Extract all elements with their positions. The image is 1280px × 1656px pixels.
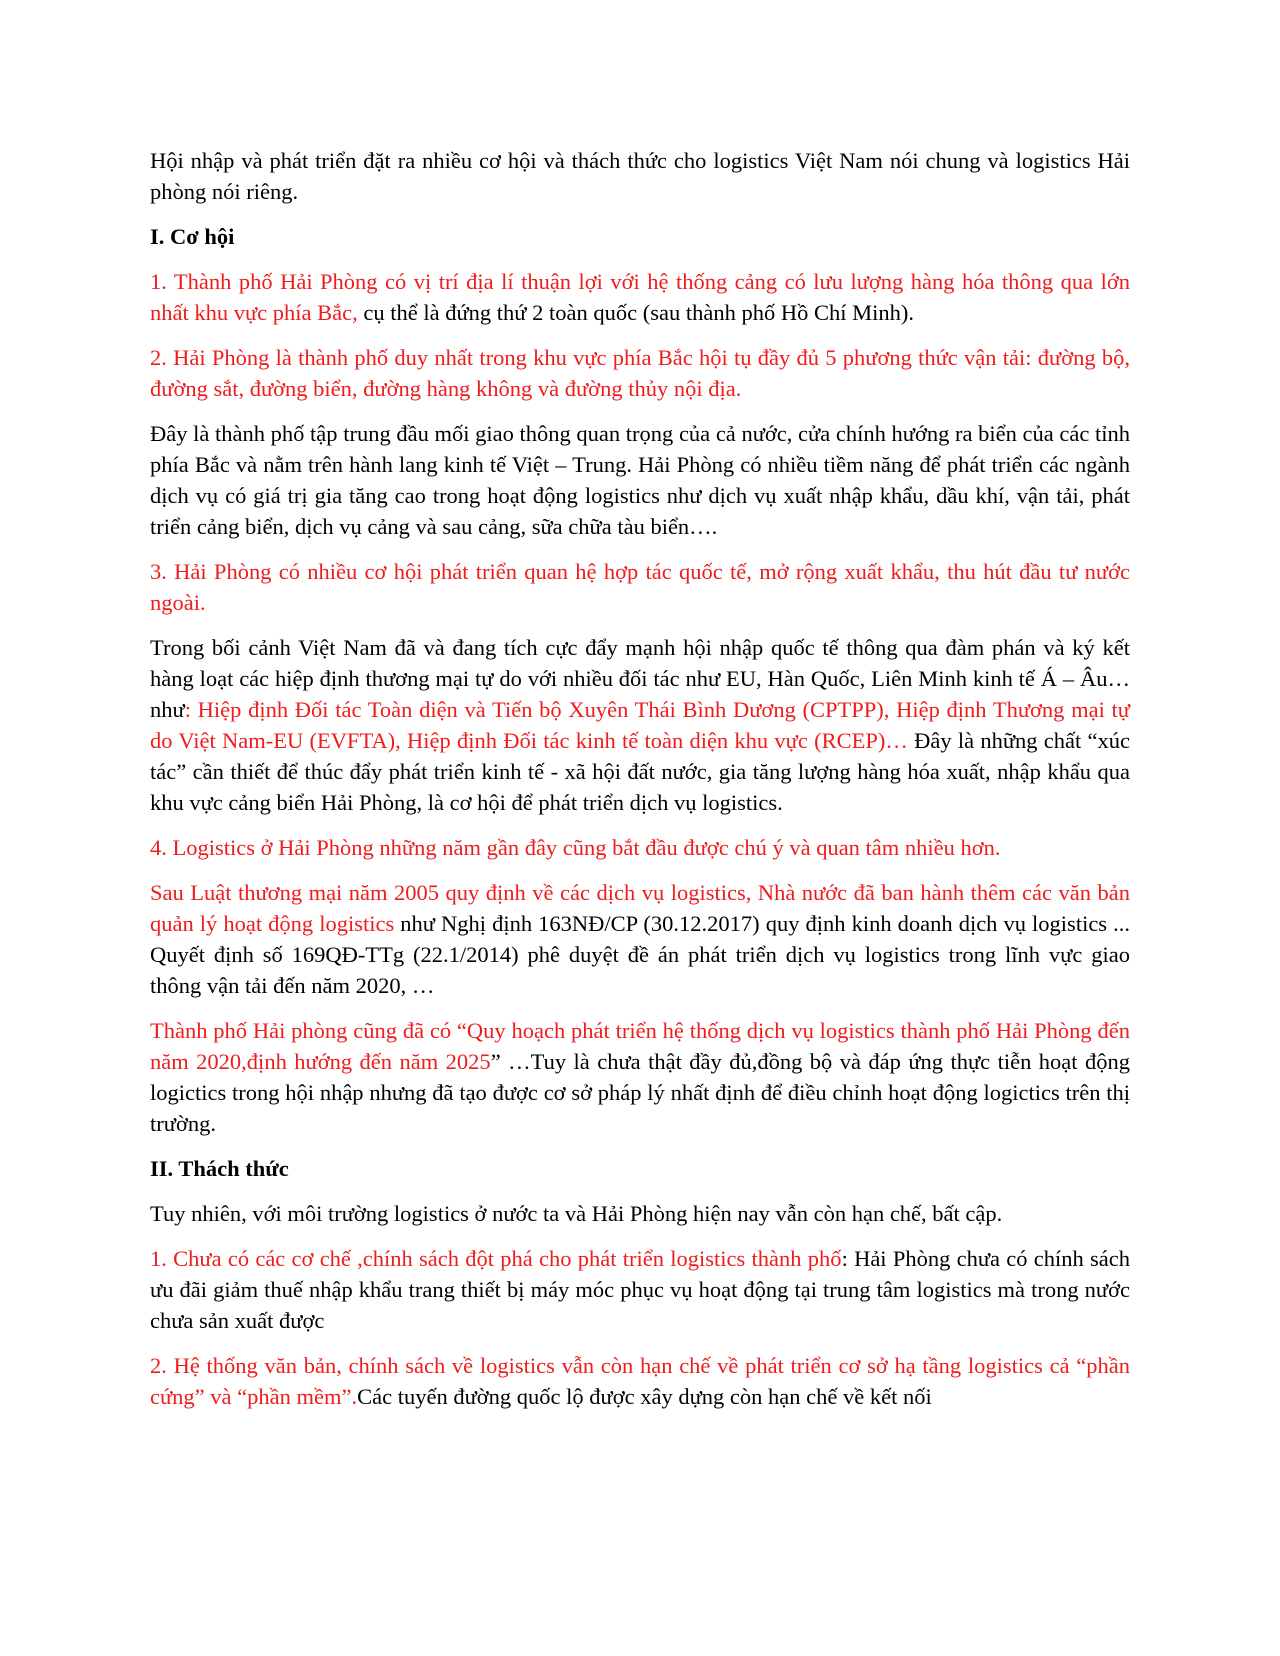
- opportunity-3-detail-paragraph: [150, 632, 1130, 818]
- opportunity-4-paragraph: [150, 832, 1130, 863]
- city-plan-paragraph: [150, 1015, 1130, 1139]
- challenge-1-title: 1. Chưa có các cơ chế ,chính sách đột phá cho phát triển logistics thành phố: [150, 1246, 842, 1271]
- legal-framework-paragraph: [150, 877, 1130, 1001]
- opportunity-1-title: 1. Thành phố Hải Phòng có vị trí địa lí thuận lợi với hệ thống cảng có lưu lượng hàng hóa thông qua lớn nhất khu vực phía Bắc,: [150, 269, 1130, 325]
- section-heading-opportunities: I. Cơ hội: [150, 224, 235, 249]
- section-heading-challenges: II. Thách thức: [150, 1156, 289, 1181]
- challenges-intro-paragraph: Tuy nhiên, với môi trường logistics ở nước ta và Hải Phòng hiện nay vẫn còn hạn chế, bất cập.: [150, 1201, 1003, 1226]
- intro-paragraph: Hội nhập và phát triển đặt ra nhiều cơ hội và thách thức cho logistics Việt Nam nói chung và logistics Hải phòng nói riêng.: [150, 148, 1130, 204]
- challenge-1-paragraph: [150, 1243, 1130, 1336]
- opportunity-2-title: 2. Hải Phòng là thành phố duy nhất trong khu vực phía Bắc hội tụ đầy đủ 5 phương thức vận tải: đường bộ, đường sắt, đường biển, đường hàng không và đường thủy nội địa.: [150, 345, 1130, 401]
- challenge-2-detail: Các tuyến đường quốc lộ được xây dựng còn hạn chế về kết nối: [357, 1384, 932, 1409]
- opportunity-4-title: 4. Logistics ở Hải Phòng những năm gần đây cũng bắt đầu được chú ý và quan tâm nhiều hơn.: [150, 835, 1001, 860]
- opportunity-2-paragraph: [150, 342, 1130, 404]
- opportunity-1-paragraph: [150, 266, 1130, 328]
- opportunity-3-paragraph: [150, 556, 1130, 618]
- trade-agreements-intro: Trong bối cảnh Việt Nam đã và đang tích cực đẩy mạnh hội nhập quốc tế thông qua đàm phán và ký kết hàng loạt các hiệp định thương mại tự do với nhiều đối tác như EU, Hàn Quốc, Liên Minh kinh tế Á – Âu… như: [150, 635, 1130, 722]
- opportunity-1-detail: cụ thể là đứng thứ 2 toàn quốc (sau thành phố Hồ Chí Minh).: [357, 300, 914, 325]
- challenge-2-title: 2. Hệ thống văn bản, chính sách về logistics vẫn còn hạn chế về phát triển cơ sở hạ tầng logistics cả “phần cứng” và “phần mềm”.: [150, 1353, 1130, 1409]
- trade-agreements-conclusion: Đây là những chất “xúc tác” cần thiết để thúc đẩy phát triển kinh tế - xã hội đất nước, gia tăng lượng hàng hóa xuất, nhập khẩu qua khu vực cảng biển Hải Phòng, là cơ hội để phát triển dịch vụ logistics.: [150, 728, 1130, 815]
- city-plan-highlight: Thành phố Hải phòng cũng đã có “Quy hoạch phát triển hệ thống dịch vụ logistics thành phố Hải Phòng đến năm 2020,định hướng đến năm 2025: [150, 1018, 1130, 1074]
- document-page: [150, 145, 1130, 1426]
- trade-agreements-list: : Hiệp định Đối tác Toàn diện và Tiến bộ Xuyên Thái Bình Dương (CPTPP), Hiệp định Thương mại tự do Việt Nam-EU (EVFTA), Hiệp định Đối tác kinh tế toàn diện khu vực (RCEP)…: [150, 697, 1130, 753]
- challenge-1-detail: : Hải Phòng chưa có chính sách ưu đãi giảm thuế nhập khẩu trang thiết bị máy móc phục vụ hoạt động tại trung tâm logistics mà trong nước chưa sản xuất được: [150, 1246, 1130, 1333]
- city-plan-detail: ” …Tuy là chưa thật đầy đủ,đồng bộ và đáp ứng thực tiễn hoạt động logictics trong hội nhập nhưng đã tạo được cơ sở pháp lý nhất định để điều chỉnh hoạt động logictics trên thị trường.: [150, 1049, 1130, 1136]
- challenge-2-paragraph: [150, 1350, 1130, 1412]
- opportunity-3-title: 3. Hải Phòng có nhiều cơ hội phát triển quan hệ hợp tác quốc tế, mở rộng xuất khẩu, thu hút đầu tư nước ngoài.: [150, 559, 1130, 615]
- legal-framework-detail: như Nghị định 163NĐ/CP (30.12.2017) quy định kinh doanh dịch vụ logistics ... Quyết định số 169QĐ-TTg (22.1/2014) phê duyệt đề án phát triển dịch vụ logistics trong lĩnh vực giao thông vận tải đến năm 2020, …: [150, 911, 1130, 998]
- legal-framework-highlight: Sau Luật thương mại năm 2005 quy định về các dịch vụ logistics, Nhà nước đã ban hành thêm các văn bản quản lý hoạt động logistics: [150, 880, 1130, 936]
- opportunity-2-detail-paragraph: Đây là thành phố tập trung đầu mối giao thông quan trọng của cả nước, cửa chính hướng ra biển của các tỉnh phía Bắc và nằm trên hành lang kinh tế Việt – Trung. Hải Phòng có nhiều tiềm năng để phát triển các ngành dịch vụ có giá trị gia tăng cao trong hoạt động logistics như dịch vụ xuất nhập khẩu, dầu khí, vận tải, phát triển cảng biển, dịch vụ cảng và sau cảng, sữa chữa tàu biển….: [150, 421, 1130, 539]
